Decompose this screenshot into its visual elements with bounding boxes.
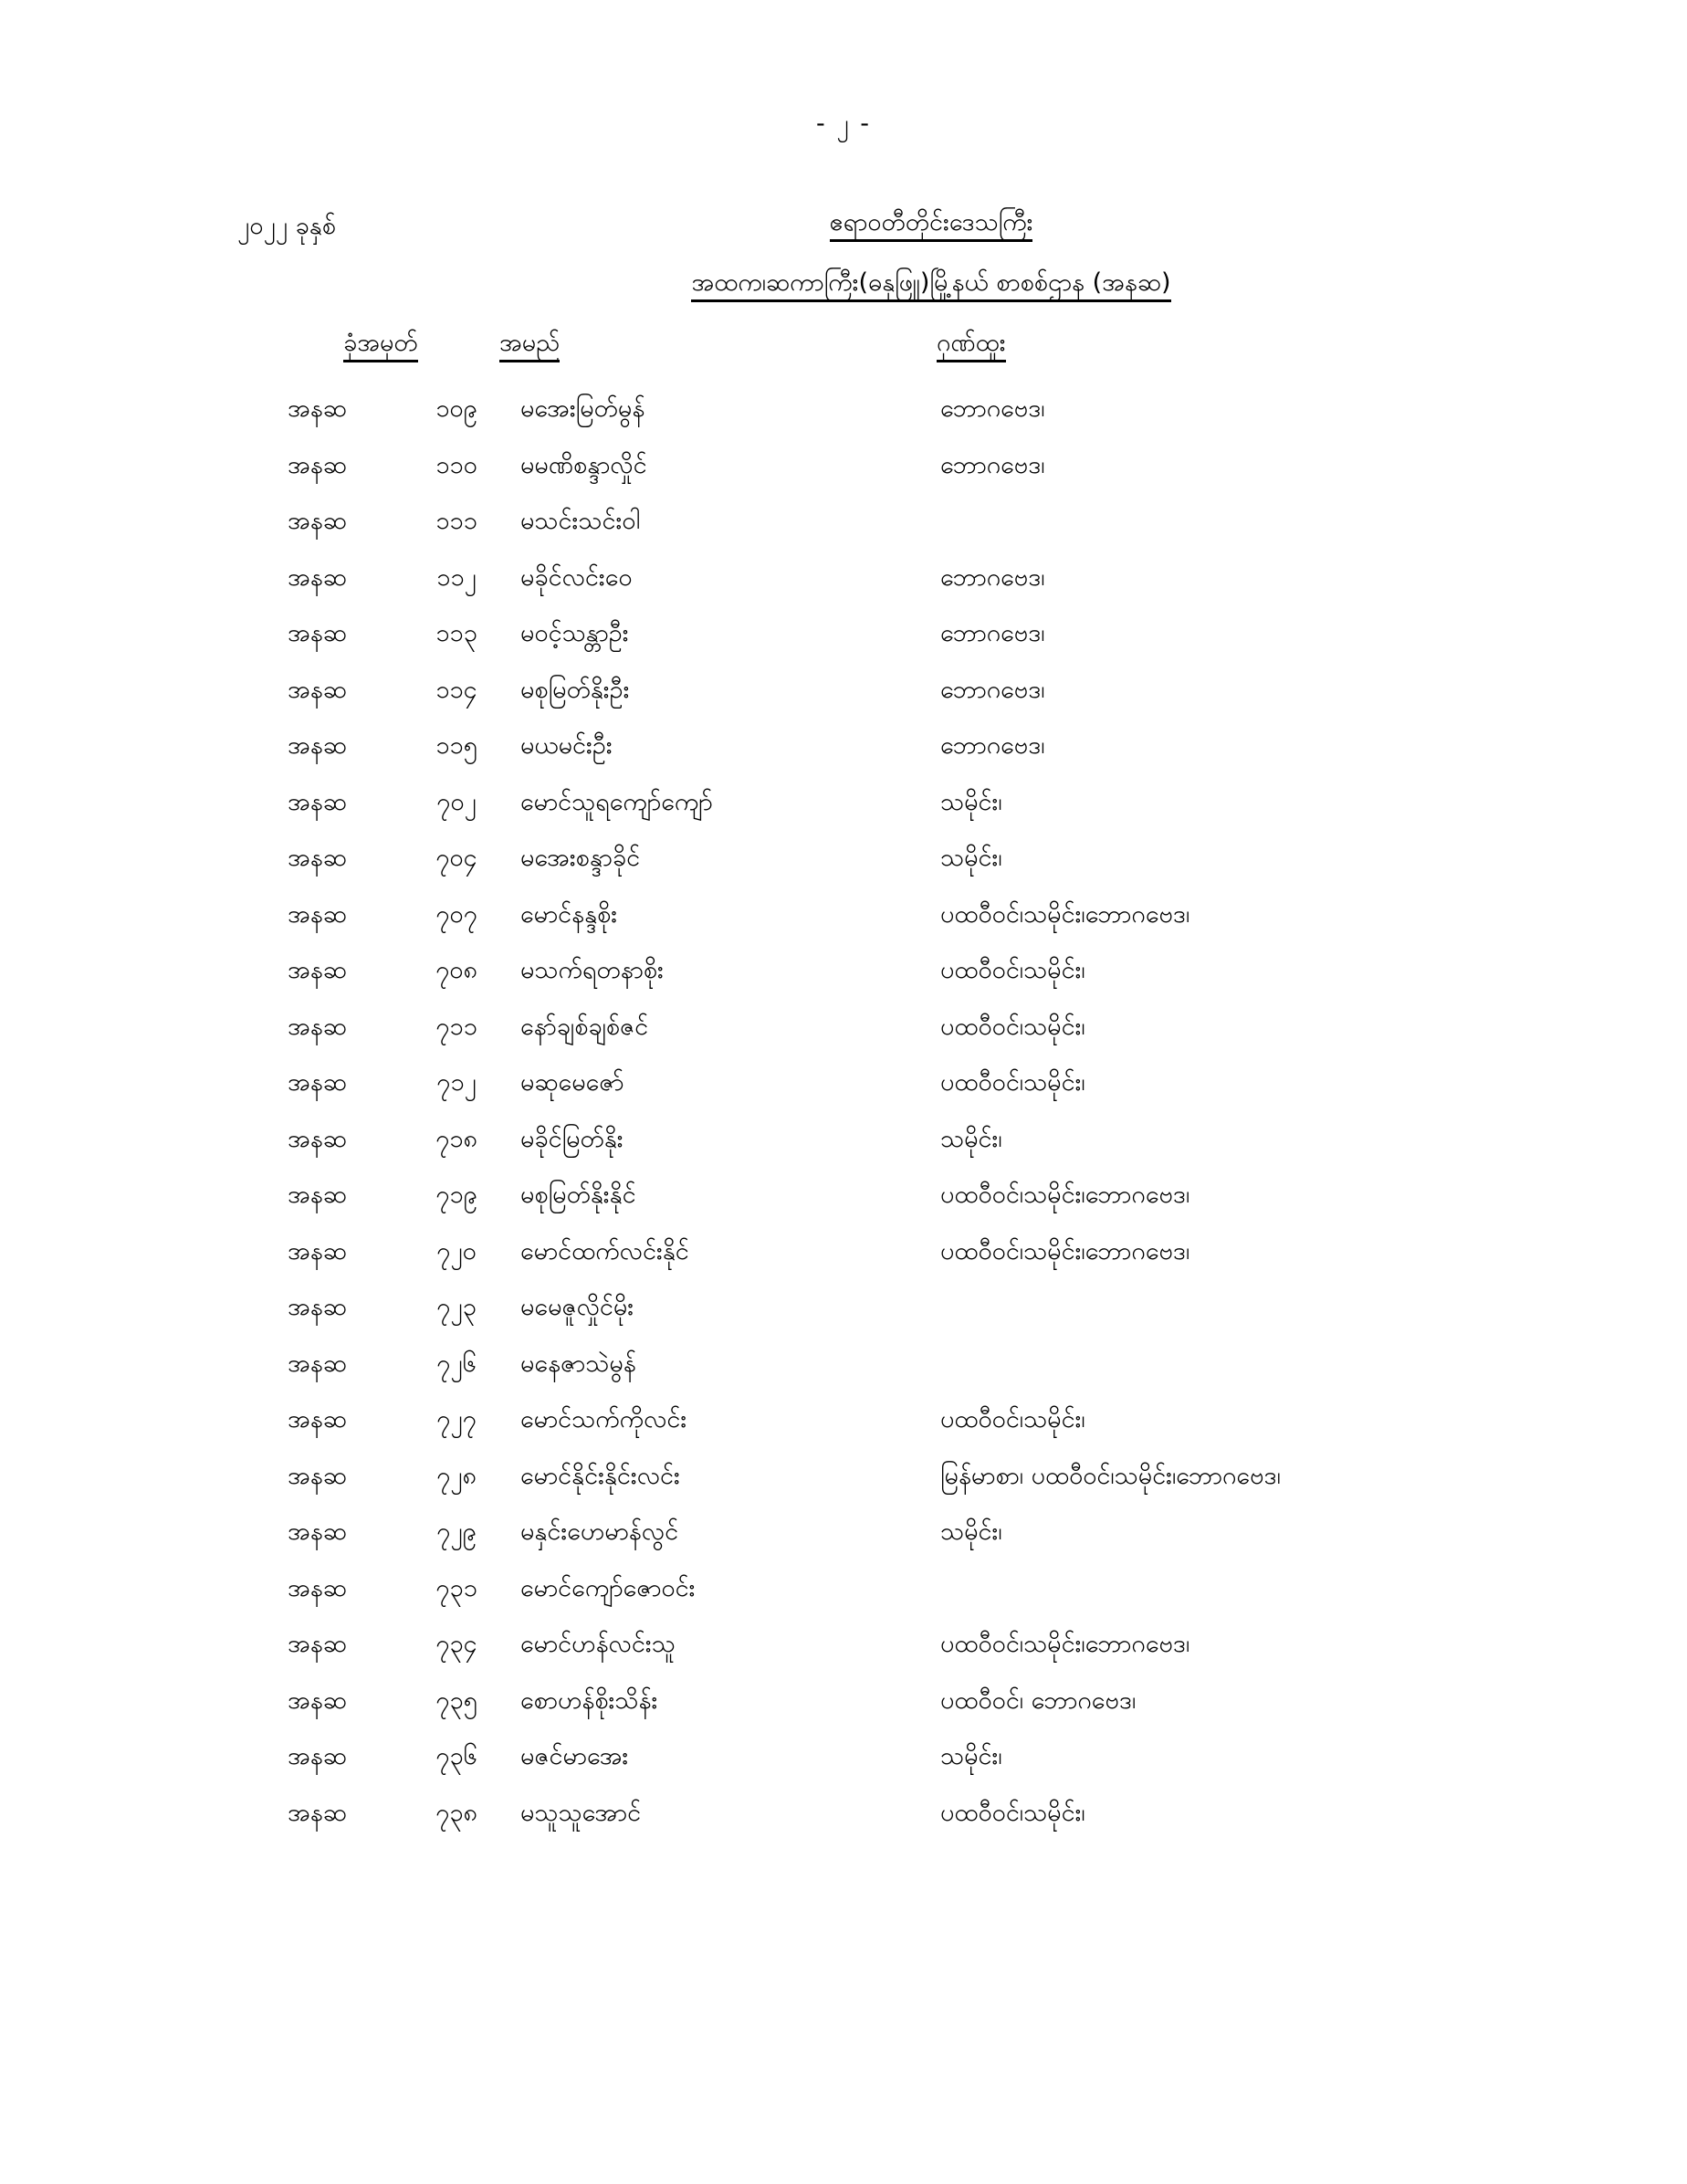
row-series-label: အနဆ bbox=[288, 956, 347, 984]
table-row bbox=[0, 1291, 1687, 1348]
row-roll-number: ၇၀၇ bbox=[435, 899, 477, 929]
row-distinction: ဘောဂဗေဒ၊ bbox=[940, 731, 1045, 760]
row-distinction: သမိုင်း၊ bbox=[940, 787, 1002, 816]
table-row bbox=[0, 1685, 1687, 1741]
table-row bbox=[0, 1740, 1687, 1797]
table-row bbox=[0, 449, 1687, 506]
row-student-name: မစုမြတ်နိုးနိုင် bbox=[520, 1181, 636, 1209]
row-distinction: သမိုင်း၊ bbox=[940, 1742, 1002, 1770]
title-exam-center: အထက၊ဆကာကြီး(ဓနုဖြူ)မြို့နယ် စာစစ်ဌာန (အနဆ) bbox=[691, 268, 1170, 302]
row-series-label: အနဆ bbox=[288, 450, 347, 479]
column-header-name: အမည် bbox=[499, 329, 560, 362]
row-distinction: ပထဝီဝင်၊သမိုင်း၊ bbox=[940, 956, 1085, 984]
row-roll-number: ၁၁၀ bbox=[435, 450, 477, 479]
row-series-label: အနဆ bbox=[288, 1798, 347, 1827]
row-roll-number: ၁၁၂ bbox=[436, 562, 477, 592]
row-student-name: မောင်ကျော်ဇောဝင်း bbox=[520, 1573, 696, 1602]
row-roll-number: ၁၀၉ bbox=[435, 394, 477, 423]
table-row bbox=[0, 1123, 1687, 1180]
row-series-label: အနဆ bbox=[288, 1124, 347, 1153]
row-series-label: အနဆ bbox=[288, 1405, 347, 1433]
row-roll-number: ၇၂၆ bbox=[436, 1349, 477, 1378]
row-student-name: မဝင့်သန္တာဦး bbox=[520, 619, 629, 647]
row-student-name: မောင်နန္ဒစိုး bbox=[520, 899, 618, 929]
row-distinction: ဘောဂဗေဒ၊ bbox=[940, 619, 1045, 647]
table-row bbox=[0, 842, 1687, 898]
row-student-name: မနေဇာသဲမွန် bbox=[520, 1349, 636, 1378]
row-distinction: ပထဝီဝင်၊သမိုင်း၊ bbox=[940, 1012, 1085, 1041]
row-roll-number: ၁၁၄ bbox=[435, 675, 477, 704]
table-row bbox=[0, 1348, 1687, 1404]
row-distinction: ပထဝီဝင်၊သမိုင်း၊ bbox=[940, 1405, 1085, 1433]
row-student-name: စောဟန်စိုးသိန်း bbox=[520, 1685, 658, 1715]
row-student-name: မစုမြတ်နိုးဦး bbox=[520, 675, 630, 704]
row-distinction: ဘောဂဗေဒ၊ bbox=[940, 450, 1045, 479]
row-series-label: အနဆ bbox=[288, 675, 347, 704]
row-distinction: ပထဝီဝင်၊သမိုင်း၊ဘောဂဗေဒ၊ bbox=[940, 899, 1190, 929]
row-distinction: သမိုင်း၊ bbox=[940, 1124, 1002, 1153]
table-row bbox=[0, 1572, 1687, 1629]
row-distinction: ဘောဂဗေဒ၊ bbox=[940, 675, 1045, 704]
row-distinction: ပထဝီဝင်၊သမိုင်း၊ bbox=[940, 1798, 1085, 1827]
row-series-label: အနဆ bbox=[288, 619, 347, 647]
column-header-distinction: ဂုဏ်ထူး bbox=[937, 329, 1006, 362]
table-row bbox=[0, 730, 1687, 786]
row-roll-number: ၇၃၅ bbox=[435, 1685, 477, 1715]
row-roll-number: ၁၁၁ bbox=[435, 507, 477, 535]
row-student-name: မသင်းသင်းဝါ bbox=[520, 507, 641, 535]
row-series-label: အနဆ bbox=[288, 1630, 347, 1658]
row-series-label: အနဆ bbox=[288, 1461, 347, 1490]
row-roll-number: ၇၃၄ bbox=[435, 1630, 477, 1658]
row-series-label: အနဆ bbox=[288, 1742, 347, 1770]
results-table bbox=[0, 393, 1687, 1853]
row-roll-number: ၇၂၃ bbox=[436, 1293, 477, 1321]
table-row bbox=[0, 617, 1687, 674]
row-distinction: သမိုင်း၊ bbox=[940, 1517, 1002, 1546]
row-roll-number: ၇၂၇ bbox=[436, 1405, 477, 1433]
row-student-name: မခိုင်လင်းဝေ bbox=[520, 562, 633, 592]
row-student-name: မောင်ထက်လင်းနိုင် bbox=[520, 1236, 689, 1265]
row-student-name: မမေဇူလှိုင်မိုး bbox=[520, 1293, 634, 1321]
row-roll-number: ၇၀၂ bbox=[436, 787, 477, 816]
row-roll-number: ၇၃၈ bbox=[435, 1798, 477, 1827]
row-roll-number: ၇၁၁ bbox=[435, 1012, 477, 1041]
row-series-label: အနဆ bbox=[288, 1685, 347, 1715]
row-distinction: မြန်မာစာ၊ ပထဝီဝင်၊သမိုင်း၊ဘောဂဗေဒ၊ bbox=[940, 1461, 1281, 1490]
title-exam-center-line bbox=[475, 267, 1388, 303]
row-roll-number: ၇၀၄ bbox=[435, 844, 477, 872]
row-roll-number: ၇၂၀ bbox=[436, 1236, 477, 1265]
table-row bbox=[0, 562, 1687, 618]
table-row bbox=[0, 1797, 1687, 1853]
title-region-line bbox=[584, 206, 1278, 243]
table-row bbox=[0, 1403, 1687, 1460]
row-student-name: မောင်သူရကျော်ကျော် bbox=[520, 787, 713, 816]
row-roll-number: ၇၁၈ bbox=[435, 1124, 477, 1153]
row-roll-number: ၁၁၃ bbox=[435, 619, 477, 647]
table-row bbox=[0, 674, 1687, 730]
row-series-label: အနဆ bbox=[288, 394, 347, 423]
page-number: - ၂ - bbox=[816, 110, 871, 138]
table-row bbox=[0, 1179, 1687, 1235]
table-row bbox=[0, 898, 1687, 955]
row-student-name: မအေးစန္ဒာခိုင် bbox=[520, 844, 641, 872]
table-row bbox=[0, 786, 1687, 843]
table-row bbox=[0, 1235, 1687, 1292]
row-roll-number: ၇၀၈ bbox=[435, 956, 477, 984]
row-series-label: အနဆ bbox=[288, 507, 347, 535]
row-student-name: မောင်သက်ကိုလင်း bbox=[520, 1405, 687, 1433]
row-student-name: မအေးမြတ်မွန် bbox=[520, 394, 645, 423]
table-row bbox=[0, 393, 1687, 449]
row-series-label: အနဆ bbox=[288, 562, 347, 592]
row-series-label: အနဆ bbox=[288, 1293, 347, 1321]
row-student-name: မခိုင်မြတ်နိုး bbox=[520, 1124, 623, 1153]
row-series-label: အနဆ bbox=[288, 1349, 347, 1378]
row-student-name: မဇင်မာအေး bbox=[520, 1742, 629, 1770]
row-distinction: ပထဝီဝင်၊သမိုင်း၊ဘောဂဗေဒ၊ bbox=[940, 1181, 1190, 1209]
row-distinction: ပထဝီဝင်၊သမိုင်း၊ဘောဂဗေဒ၊ bbox=[940, 1630, 1190, 1658]
row-roll-number: ၇၁၂ bbox=[436, 1068, 477, 1097]
row-student-name: မယမင်းဦး bbox=[520, 731, 613, 760]
table-row bbox=[0, 1460, 1687, 1517]
row-series-label: အနဆ bbox=[288, 1068, 347, 1097]
row-series-label: အနဆ bbox=[288, 844, 347, 872]
row-student-name: မသက်ရတနာစိုး bbox=[520, 956, 664, 984]
row-distinction: ဘောဂဗေဒ၊ bbox=[940, 562, 1045, 592]
row-distinction: သမိုင်း၊ bbox=[940, 844, 1002, 872]
row-roll-number: ၇၂၈ bbox=[436, 1461, 477, 1490]
title-region: ဧရာဝတီတိုင်းဒေသကြီး bbox=[830, 208, 1033, 242]
row-roll-number: ၇၃၆ bbox=[435, 1742, 477, 1770]
row-distinction: ပထဝီဝင်၊သမိုင်း၊ bbox=[940, 1068, 1085, 1097]
row-distinction: ဘောဂဗေဒ၊ bbox=[940, 394, 1045, 423]
table-row bbox=[0, 505, 1687, 562]
table-row bbox=[0, 954, 1687, 1011]
row-roll-number: ၇၂၉ bbox=[436, 1517, 477, 1546]
row-roll-number: ၁၁၅ bbox=[435, 731, 477, 760]
table-row bbox=[0, 1066, 1687, 1123]
row-series-label: အနဆ bbox=[288, 1181, 347, 1209]
row-student-name: မနှင်းဟေမာန်လွင် bbox=[520, 1517, 679, 1546]
row-series-label: အနဆ bbox=[288, 1573, 347, 1602]
row-roll-number: ၇၃၁ bbox=[435, 1573, 477, 1602]
row-series-label: အနဆ bbox=[288, 1236, 347, 1265]
row-series-label: အနဆ bbox=[288, 899, 347, 929]
row-student-name: မဆုမေဇော် bbox=[520, 1068, 624, 1097]
table-row bbox=[0, 1011, 1687, 1067]
table-row bbox=[0, 1516, 1687, 1572]
row-student-name: မောင်ဟန်လင်းသူ bbox=[520, 1630, 676, 1658]
row-student-name: မသူသူအောင် bbox=[520, 1798, 642, 1827]
row-series-label: အနဆ bbox=[288, 1517, 347, 1546]
row-distinction: ပထဝီဝင်၊ ဘောဂဗေဒ၊ bbox=[940, 1685, 1137, 1715]
row-student-name: မောင်နိုင်းနိုင်းလင်း bbox=[520, 1461, 680, 1490]
table-header-row bbox=[0, 327, 1687, 373]
row-series-label: အနဆ bbox=[288, 787, 347, 816]
row-student-name: မမဏိစန္ဒာလှိုင် bbox=[520, 450, 647, 479]
year-label: ၂၀၂၂ ခုနှစ် bbox=[237, 212, 336, 240]
row-series-label: အနဆ bbox=[288, 731, 347, 760]
row-distinction: ပထဝီဝင်၊သမိုင်း၊ဘောဂဗေဒ၊ bbox=[940, 1236, 1190, 1265]
table-row bbox=[0, 1628, 1687, 1685]
row-roll-number: ၇၁၉ bbox=[435, 1181, 477, 1209]
row-series-label: အနဆ bbox=[288, 1012, 347, 1041]
column-header-roll-number: ခုံအမှတ် bbox=[343, 329, 418, 362]
row-student-name: နော်ချစ်ချစ်ဇင် bbox=[520, 1012, 649, 1041]
